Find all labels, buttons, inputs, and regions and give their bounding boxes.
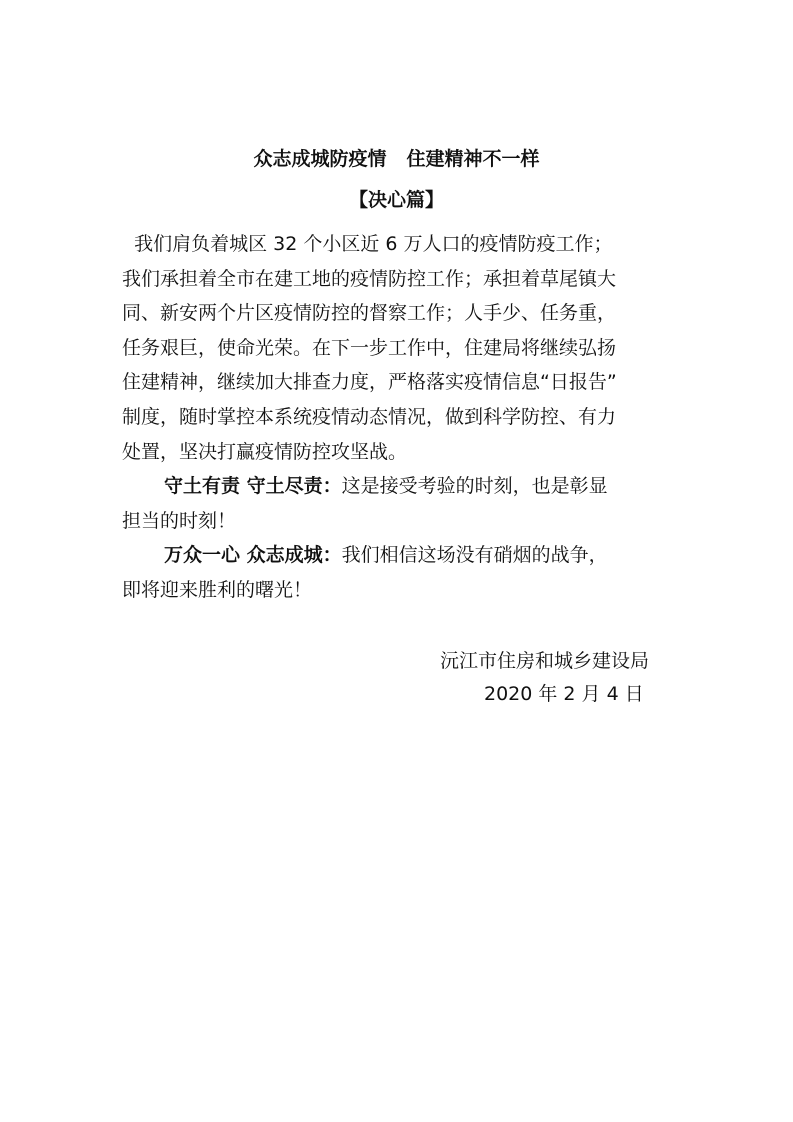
paragraph-3-line-1 (122, 538, 682, 573)
paragraph-1-line: 我们承担着全市在建工地的疫情防控工作；承担着草尾镇大 (122, 267, 617, 290)
paragraph-1-line: 住建精神，继续加大排查力度，严格落实疫情信息“日报告” (122, 371, 617, 394)
paragraph-2 (122, 469, 682, 538)
paragraph-3-line-2: 即将迎来胜利的曙光！ (122, 578, 313, 601)
signature-date: 2020 年 2 月 4 日 (484, 683, 644, 705)
document-subtitle: 【决心篇】 (348, 189, 444, 211)
paragraph-2-text: 这是接受考验的时刻，也是彰显 (341, 475, 608, 497)
title-part-2: 住建精神不一样 (406, 148, 540, 170)
paragraph-2-line-1 (122, 469, 682, 504)
title-part-1: 众志成城防疫情 (253, 148, 387, 170)
paragraph-1-line: 同、新安两个片区疫情防控的督察工作；人手少、任务重， (122, 302, 617, 325)
paragraph-1-line: 制度，随时掌控本系统疫情动态情况，做到科学防控、有力 (122, 405, 617, 428)
paragraph-3-lead: 万众一心 众志成城： (164, 544, 342, 566)
paragraph-2-lead: 守土有责 守土尽责： (164, 475, 342, 497)
paragraph-2-line-2: 担当的时刻！ (122, 509, 237, 532)
paragraph-3 (122, 538, 682, 607)
paragraph-1 (122, 227, 682, 469)
paragraph-3-text: 我们相信这场没有硝烟的战争， (341, 544, 608, 566)
paragraph-1-line: 我们肩负着城区 32 个小区近 6 万人口的疫情防疫工作； (122, 233, 613, 255)
paragraph-1-line: 任务艰巨，使命光荣。在下一步工作中，住建局将继续弘扬 (122, 336, 617, 359)
signature-organization: 沅江市住房和城乡建设局 (440, 650, 650, 672)
document-title (0, 146, 793, 172)
paragraph-1-line: 处置，坚决打赢疫情防控攻坚战。 (122, 440, 408, 463)
